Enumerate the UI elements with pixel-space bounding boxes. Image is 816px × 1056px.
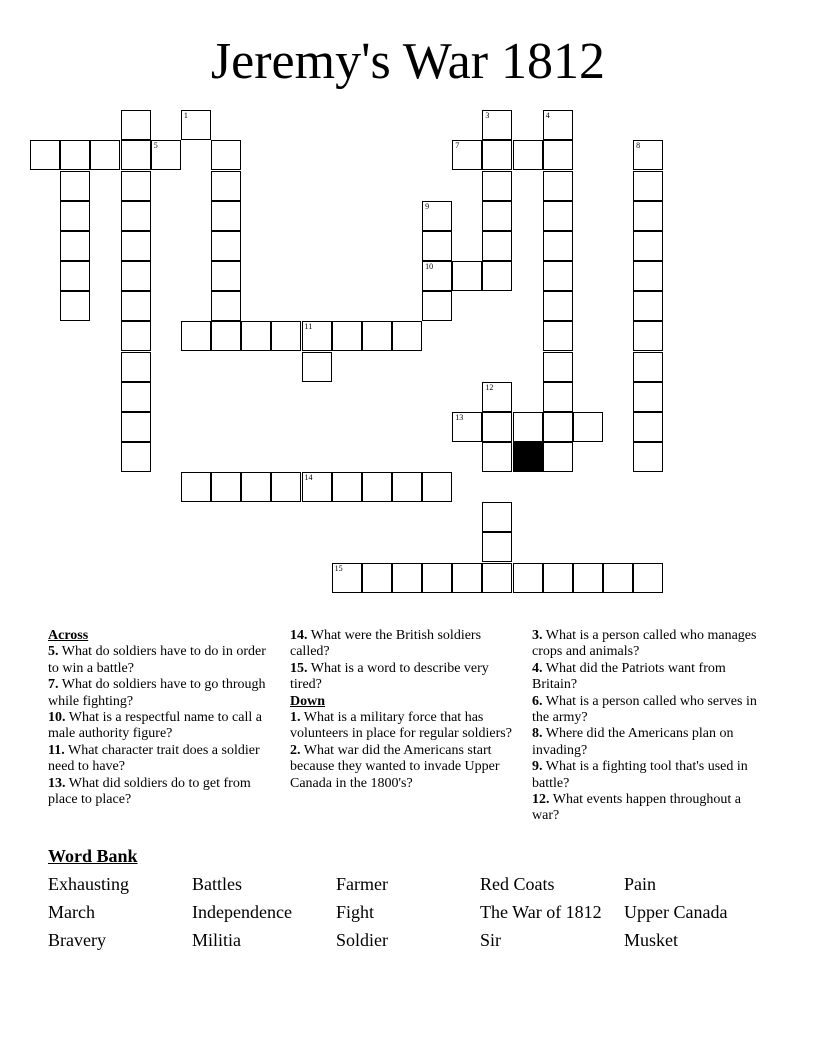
grid-cell[interactable] bbox=[422, 201, 452, 231]
grid-cell[interactable] bbox=[543, 171, 573, 201]
grid-cell[interactable] bbox=[573, 412, 603, 442]
grid-cell[interactable] bbox=[482, 412, 512, 442]
word-bank-item: Soldier bbox=[336, 930, 388, 950]
grid-cell[interactable] bbox=[452, 261, 482, 291]
grid-cell[interactable] bbox=[633, 261, 663, 291]
grid-cell[interactable] bbox=[543, 261, 573, 291]
clue-number: 7 bbox=[455, 141, 460, 151]
grid-cell[interactable] bbox=[513, 412, 543, 442]
grid-cell[interactable] bbox=[633, 231, 663, 261]
grid-cell[interactable] bbox=[452, 563, 482, 593]
grid-cell[interactable] bbox=[211, 140, 241, 170]
grid-cell[interactable] bbox=[543, 201, 573, 231]
word-bank-item: Militia bbox=[192, 930, 241, 950]
grid-cell[interactable] bbox=[30, 140, 60, 170]
grid-cell[interactable] bbox=[633, 201, 663, 231]
word-bank-item: Exhausting bbox=[48, 874, 129, 894]
clue-down-4: 4. What did the Patriots want from Britain? bbox=[532, 660, 726, 693]
grid-cell[interactable] bbox=[211, 201, 241, 231]
clue-number: 8 bbox=[636, 141, 641, 151]
clue-across-7: 7. What do soldiers have to go through while fighting? bbox=[48, 677, 266, 709]
grid-cell[interactable] bbox=[482, 171, 512, 201]
grid-cell[interactable] bbox=[482, 442, 512, 472]
word-bank-item: Pain bbox=[624, 874, 657, 894]
grid-cell[interactable] bbox=[543, 291, 573, 321]
grid-cell[interactable] bbox=[633, 412, 663, 442]
grid-cell[interactable] bbox=[482, 261, 512, 291]
clue-across-13: 13. What did soldiers do to get from place to place? bbox=[48, 775, 251, 808]
grid-cell[interactable] bbox=[543, 352, 573, 382]
clue-across-15: 15. What is a word to describe very tired? bbox=[290, 660, 489, 693]
clue-across-10: 10. What is a respectful name to call a male authority figure? bbox=[48, 710, 262, 742]
clue-down-1: 1. What is a military force that has volunteers in place for regular soldiers? bbox=[290, 710, 512, 742]
grid-cell[interactable] bbox=[60, 171, 90, 201]
grid-cell[interactable] bbox=[573, 563, 603, 593]
grid-cell[interactable] bbox=[60, 231, 90, 261]
clue-across-14: 14. What were the British soldiers called? bbox=[290, 628, 482, 660]
grid-cell[interactable] bbox=[633, 321, 663, 351]
word-bank bbox=[48, 873, 768, 957]
clue-number: 11 bbox=[304, 322, 313, 332]
word-bank-item: Sir bbox=[480, 930, 502, 950]
grid-cell[interactable] bbox=[241, 472, 271, 502]
grid-cell[interactable] bbox=[181, 110, 211, 140]
grid-cell[interactable] bbox=[121, 321, 151, 351]
grid-cell[interactable] bbox=[482, 532, 512, 562]
grid-cell[interactable] bbox=[302, 352, 332, 382]
clue-down-2: 2. What war did the Americans start because they wanted to invade Upper Canada in the 1800's? bbox=[290, 742, 500, 791]
grid-cell[interactable] bbox=[362, 472, 392, 502]
grid-cell[interactable] bbox=[633, 352, 663, 382]
grid-cell[interactable] bbox=[60, 261, 90, 291]
grid-cell[interactable] bbox=[543, 110, 573, 140]
clue-number: 4 bbox=[545, 111, 550, 121]
grid-cell[interactable] bbox=[543, 412, 573, 442]
grid-cell[interactable] bbox=[211, 291, 241, 321]
clue-down-9: 9. What is a fighting tool that's used in battle? bbox=[532, 759, 748, 791]
grid-cell[interactable] bbox=[543, 140, 573, 170]
clue-number: 1 bbox=[183, 111, 188, 121]
clue-number: 12 bbox=[485, 382, 494, 392]
grid-cell[interactable] bbox=[121, 442, 151, 472]
grid-cell[interactable] bbox=[452, 140, 482, 170]
word-bank-item: Battles bbox=[192, 874, 242, 894]
word-bank-item: March bbox=[48, 902, 95, 922]
grid-cell[interactable] bbox=[211, 231, 241, 261]
grid-cell[interactable] bbox=[121, 291, 151, 321]
grid-cell[interactable] bbox=[482, 110, 512, 140]
grid-cell[interactable] bbox=[121, 382, 151, 412]
across-header: Across bbox=[48, 628, 89, 643]
grid-cell[interactable] bbox=[151, 140, 181, 170]
grid-cell[interactable] bbox=[422, 261, 452, 291]
clue-number: 5 bbox=[153, 141, 158, 151]
clue-across-11: 11. What character trait does a soldier need to have? bbox=[48, 742, 260, 775]
grid-cell[interactable] bbox=[513, 563, 543, 593]
grid-cell[interactable] bbox=[603, 563, 633, 593]
clues-column-2 bbox=[290, 628, 516, 792]
grid-cell[interactable] bbox=[452, 412, 482, 442]
grid-cell[interactable] bbox=[482, 382, 512, 412]
grid-cell[interactable] bbox=[543, 442, 573, 472]
clues-column-1 bbox=[48, 628, 274, 808]
grid-cell[interactable] bbox=[121, 231, 151, 261]
word-bank-item: Musket bbox=[624, 930, 678, 950]
grid-cell[interactable] bbox=[362, 321, 392, 351]
grid-cell[interactable] bbox=[121, 261, 151, 291]
grid-cell[interactable] bbox=[543, 321, 573, 351]
grid-cell[interactable] bbox=[332, 321, 362, 351]
grid-cell[interactable] bbox=[332, 472, 362, 502]
grid-cell[interactable] bbox=[181, 321, 211, 351]
grid-cell[interactable] bbox=[211, 171, 241, 201]
word-bank-title: Word Bank bbox=[48, 846, 138, 866]
grid-cell[interactable] bbox=[482, 140, 512, 170]
word-bank-item: Fight bbox=[336, 902, 375, 922]
clue-number: 3 bbox=[485, 111, 490, 121]
grid-cell[interactable] bbox=[633, 442, 663, 472]
grid-cell[interactable] bbox=[121, 140, 151, 170]
clue-across-5: 5. What do soldiers have to do in order to win a battle? bbox=[48, 644, 266, 676]
clue-down-6: 6. What is a person called who serves in the army? bbox=[532, 693, 757, 726]
grid-cell[interactable] bbox=[241, 321, 271, 351]
grid-cell[interactable] bbox=[90, 140, 120, 170]
grid-cell[interactable] bbox=[543, 563, 573, 593]
clue-number: 9 bbox=[425, 201, 430, 211]
clue-down-12: 12. What events happen throughout a war? bbox=[532, 792, 741, 824]
grid-cell[interactable] bbox=[60, 201, 90, 231]
grid-cell[interactable] bbox=[633, 382, 663, 412]
grid-cell[interactable] bbox=[211, 321, 241, 351]
page-title: Jeremy's War 1812 bbox=[210, 33, 606, 90]
clue-down-3: 3. What is a person called who manages crops and animals? bbox=[532, 628, 757, 660]
clue-down-8: 8. Where did the Americans plan on invading? bbox=[532, 726, 734, 758]
down-header: Down bbox=[290, 693, 326, 709]
grid-cell[interactable] bbox=[633, 140, 663, 170]
word-bank-item: Red Coats bbox=[480, 874, 555, 894]
clue-number: 15 bbox=[334, 563, 343, 573]
grid-cell[interactable] bbox=[271, 321, 301, 351]
grid-cell[interactable] bbox=[271, 472, 301, 502]
grid-cell[interactable] bbox=[332, 563, 362, 593]
grid-black-cell bbox=[513, 442, 543, 472]
grid-cell[interactable] bbox=[633, 291, 663, 321]
grid-cell[interactable] bbox=[422, 472, 452, 502]
grid-cell[interactable] bbox=[633, 563, 663, 593]
grid-cell[interactable] bbox=[121, 412, 151, 442]
clue-number: 13 bbox=[455, 412, 464, 422]
grid-cell[interactable] bbox=[60, 291, 90, 321]
word-bank-item: The War of 1812 bbox=[480, 902, 602, 922]
grid-cell[interactable] bbox=[392, 563, 422, 593]
clue-number: 10 bbox=[425, 262, 434, 271]
word-bank-item: Bravery bbox=[48, 930, 106, 950]
word-bank-item: Upper Canada bbox=[624, 902, 728, 922]
grid-cell[interactable] bbox=[121, 352, 151, 382]
grid-cell[interactable] bbox=[482, 563, 512, 593]
grid-cell[interactable] bbox=[302, 472, 332, 502]
grid-cell[interactable] bbox=[482, 201, 512, 231]
grid-cell[interactable] bbox=[362, 563, 392, 593]
grid-cell[interactable] bbox=[392, 472, 422, 502]
word-bank-item: Farmer bbox=[336, 874, 388, 894]
grid-cell[interactable] bbox=[121, 201, 151, 231]
grid-cell[interactable] bbox=[543, 231, 573, 261]
grid-cell[interactable] bbox=[121, 110, 151, 140]
clues-column-3 bbox=[532, 628, 758, 825]
grid-cell[interactable] bbox=[482, 231, 512, 261]
grid-cell[interactable] bbox=[211, 472, 241, 502]
grid-cell[interactable] bbox=[422, 291, 452, 321]
grid-cell[interactable] bbox=[482, 502, 512, 532]
grid-cell[interactable] bbox=[392, 321, 422, 351]
word-bank-item: Independence bbox=[192, 902, 292, 922]
grid-cell[interactable] bbox=[422, 563, 452, 593]
grid-cell[interactable] bbox=[513, 140, 543, 170]
grid-cell[interactable] bbox=[181, 472, 211, 502]
grid-cell[interactable] bbox=[211, 261, 241, 291]
grid-cell[interactable] bbox=[422, 231, 452, 261]
grid-cell[interactable] bbox=[302, 321, 332, 351]
grid-cell[interactable] bbox=[633, 171, 663, 201]
grid-cell[interactable] bbox=[543, 382, 573, 412]
grid-cell[interactable] bbox=[60, 140, 90, 170]
clue-number: 14 bbox=[304, 473, 313, 483]
grid-cell[interactable] bbox=[121, 171, 151, 201]
